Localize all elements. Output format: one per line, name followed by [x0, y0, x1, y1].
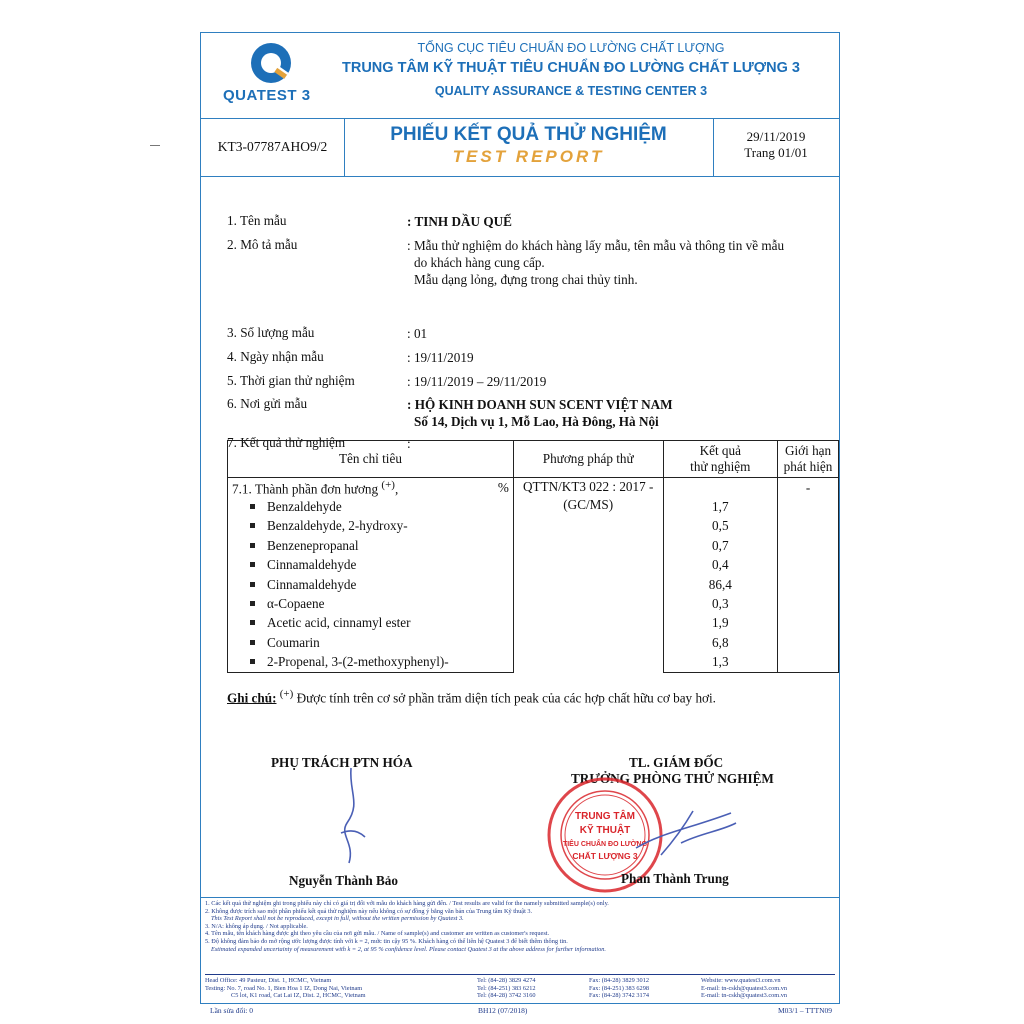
right-signatory-name: Phan Thành Trung: [621, 871, 729, 886]
note-text: Được tính trên cơ sở phần trăm diện tích peak của các hợp chất hữu cơ bay hơi.: [293, 690, 716, 706]
org-line-1: TỔNG CỤC TIÊU CHUẨN ĐO LƯỜNG CHẤT LƯỢNG: [417, 41, 725, 55]
info-label: 1. Tên mẫu: [227, 213, 287, 228]
seal-line-1: TRUNG TÂM: [575, 811, 635, 822]
bullet-icon: [250, 543, 255, 548]
report-header: [201, 33, 839, 119]
note-section: [227, 688, 716, 706]
address-column: [205, 977, 366, 1000]
limit-cell: [778, 517, 839, 536]
header-limit-line2: phát hiện: [783, 459, 833, 474]
footer-note-3: 3. N/A: không áp dụng. / Not applicable.: [205, 922, 308, 930]
bullet-icon: [250, 523, 255, 528]
testing-address-1: Testing: No. 7, road No. 1, Bien Hoa 1 IZ, Dong Nai, Vietnam: [205, 984, 363, 992]
info-value: : TINH DẦU QUẾ: [407, 214, 512, 229]
fax-2: Fax: (84-251) 383 6298: [589, 984, 649, 992]
bullet-icon: [250, 640, 255, 645]
seal-line-2: KỸ THUẬT: [579, 825, 631, 836]
result-value: 6,8: [663, 633, 778, 652]
testing-address-2: C5 lot, K1 road, Cat Lai IZ, Dist. 2, HCMC, Vietnam: [231, 992, 366, 1000]
result-value: 0,4: [663, 556, 778, 575]
header-limit: [778, 441, 839, 478]
result-value: 0,7: [663, 536, 778, 555]
seal-line-3: TIÊU CHUẨN ĐO LƯỜNG: [562, 841, 648, 848]
result-value: 1,9: [663, 614, 778, 633]
compound-name: Benzaldehyde: [267, 499, 342, 515]
quatest-logo-icon: [245, 41, 297, 91]
compound-cell: [228, 497, 514, 516]
compound-cell: [228, 653, 514, 673]
compound-cell: [228, 594, 514, 613]
group-suffix: ,: [394, 480, 399, 496]
group-result-cell: [663, 478, 778, 498]
document-form-code: M03/1 – TTTN09: [777, 1006, 832, 1015]
seal-line-4: CHẤT LƯỢNG 3: [572, 851, 638, 861]
result-value: 0,3: [663, 594, 778, 613]
limit-cell: [778, 653, 839, 673]
bullet-icon: [250, 582, 255, 587]
info-value: [407, 237, 827, 288]
header-result-line2: thử nghiệm: [690, 459, 751, 474]
form-code: BH12 (07/2018): [478, 1006, 528, 1015]
group-superscript: (+): [381, 478, 395, 491]
bullet-icon: [250, 562, 255, 567]
description-line-1: : Mẫu thử nghiệm do khách hàng lấy mẫu, tên mẫu và thông tin về mẫu: [407, 238, 785, 253]
bullet-icon: [250, 659, 255, 664]
limit-cell: [778, 594, 839, 613]
left-signature: [321, 763, 381, 873]
right-signatory-title-1: TL. GIÁM ĐỐC: [629, 755, 724, 770]
logo-text: QUATEST 3: [223, 87, 311, 104]
limit-cell: [778, 497, 839, 516]
compound-cell: [228, 575, 514, 594]
date-page-cell: [713, 118, 839, 176]
tel-3: Tel: (84-28) 3742 3160: [477, 992, 536, 1000]
group-label-cell: [228, 478, 514, 498]
info-label: 6. Nơi gửi mẫu: [227, 396, 308, 411]
header-limit-line1: Giới hạn: [784, 443, 832, 458]
table-row-group: [228, 478, 839, 498]
left-signatory-title: PHỤ TRÁCH PTN HÓA: [271, 755, 413, 770]
title-english: TEST REPORT: [452, 147, 605, 166]
info-value: : 01: [407, 326, 428, 341]
header-result-line1: Kết quả: [699, 443, 741, 458]
group-label: 7.1. Thành phần đơn hương: [232, 480, 379, 496]
compound-cell: [228, 614, 514, 633]
group-limit-cell: -: [778, 478, 839, 498]
limit-cell: [778, 575, 839, 594]
method-line-1: QTTN/KT3 022 : 2017 -: [522, 479, 654, 494]
header-result: [663, 441, 778, 478]
info-label: 7. Kết quả thử nghiệm: [227, 435, 346, 450]
result-value: 86,4: [663, 575, 778, 594]
bullet-icon: [250, 601, 255, 606]
tel-column: [477, 977, 536, 1000]
footer-notes: [205, 900, 835, 953]
result-value: 1,7: [663, 497, 778, 516]
result-value: 0,5: [663, 517, 778, 536]
info-value: :: [407, 436, 411, 451]
compound-name: α-Copaene: [267, 596, 325, 612]
tel-2: Tel: (84-251) 383 6212: [477, 984, 536, 992]
info-label: 3. Số lượng mẫu: [227, 325, 315, 340]
head-office-address: Head Office: 49 Pasteur, Dist. 1, HCMC, Vietnam: [205, 977, 332, 984]
group-unit: %: [497, 480, 509, 495]
footer-note-2: 2. Không được trích sao một phần phiếu kết quả thử nghiệm này nếu không có sự đồng ý bằng văn bản của Trung tâm Kỹ thuật 3.: [205, 907, 533, 915]
result-value: 1,3: [663, 653, 778, 673]
header-method: Phương pháp thử: [513, 441, 663, 478]
method-cell: [513, 478, 663, 673]
org-line-3: QUALITY ASSURANCE & TESTING CENTER 3: [434, 84, 708, 98]
info-value: [407, 396, 827, 430]
results-body: [228, 478, 839, 673]
compound-name: Acetic acid, cinnamyl ester: [267, 615, 411, 631]
right-signatory-title-2: TRƯỞNG PHÒNG THỬ NGHIỆM: [571, 771, 774, 786]
title-vietnamese: PHIẾU KẾT QUẢ THỬ NGHIỆM: [390, 124, 667, 145]
document-code: KT3-07787AHO9/2: [201, 118, 345, 176]
quatest-logo: [223, 41, 323, 113]
compound-name: 2-Propenal, 3-(2-methoxyphenyl)-: [267, 654, 449, 670]
info-label: 4. Ngày nhận mẫu: [227, 349, 324, 364]
note-heading: Ghi chú:: [227, 690, 277, 706]
info-value: : 19/11/2019: [407, 350, 474, 365]
email-link-2[interactable]: E-mail: tn-cskh@quatest3.com.vn: [701, 992, 788, 1000]
table-header-row: [228, 441, 839, 478]
right-signature: [631, 803, 741, 863]
fax-column: [589, 977, 649, 1000]
org-line-2: TRUNG TÂM KỸ THUẬT TIÊU CHUẨN ĐO LƯỜNG CHẤT LƯỢNG 3: [342, 60, 800, 76]
fax-1: Fax: (84-28) 3829 3012: [589, 977, 649, 984]
info-label: 2. Mô tả mẫu: [227, 237, 298, 252]
footer-note-1: 1. Các kết quả thử nghiệm ghi trong phiếu này chỉ có giá trị đối với mẫu do khách hàng gửi đến. / Test results are valid for the namely submitted sample(s) only.: [205, 900, 609, 907]
left-signatory-name: Nguyễn Thành Bảo: [289, 873, 398, 888]
method-line-2: (GC/MS): [563, 497, 614, 512]
tel-1: Tel: (84-28) 3829 4274: [477, 977, 536, 984]
compound-name: Benzenepropanal: [267, 537, 359, 553]
header-criterion: Tên chỉ tiêu: [228, 441, 514, 478]
margin-tick: [150, 145, 160, 146]
compound-name: Cinnamaldehyde: [267, 557, 357, 573]
sender-address: Số 14, Dịch vụ 1, Mỗ Lao, Hà Đông, Hà Nội: [414, 414, 659, 429]
footer-note-5-en: Estimated expanded uncertainty of measurement with k = 2, at 95 % confidence level. Please contact Quatest 3 at the above address for further information.: [211, 945, 606, 953]
limit-cell: [778, 633, 839, 652]
title-band: [201, 118, 839, 177]
footer-note-5: 5. Độ không đảm bảo đo mở rộng ước lượng được tính với k = 2, mức tin cậy 95 %. Khách hàng có thể liên hệ Quatest 3 để biết thêm thông tin.: [205, 937, 568, 945]
test-report-sheet: [200, 32, 840, 1004]
compound-cell: [228, 556, 514, 575]
report-date: 29/11/2019: [746, 129, 806, 144]
limit-cell: [778, 614, 839, 633]
edition-number: Lần sửa đổi: 0: [210, 1006, 254, 1015]
info-value: : 19/11/2019 – 29/11/2019: [407, 374, 547, 389]
description-line-3: Mẫu dạng lỏng, đựng trong chai thủy tinh.: [414, 272, 638, 287]
compound-cell: [228, 517, 514, 536]
compound-cell: [228, 536, 514, 555]
report-footer: [201, 897, 839, 1004]
page-number: Trang 01/01: [744, 145, 808, 160]
bullet-icon: [250, 504, 255, 509]
fax-3: Fax: (84-28) 3742 3174: [589, 992, 649, 1000]
description-line-2: do khách hàng cung cấp.: [414, 255, 545, 270]
footer-note-2-en: This Test Report shall not be reproduced, except in full, without the written permission by Quatest 3.: [211, 915, 464, 923]
limit-cell: [778, 556, 839, 575]
limit-cell: [778, 536, 839, 555]
footer-contacts: [205, 974, 835, 1001]
compound-name: Coumarin: [267, 634, 320, 650]
info-label: 5. Thời gian thử nghiệm: [227, 373, 355, 388]
report-title: [344, 118, 714, 176]
compound-name: Benzaldehyde, 2-hydroxy-: [267, 518, 408, 534]
results-table: [227, 440, 839, 673]
compound-name: Cinnamaldehyde: [267, 576, 357, 592]
website-link[interactable]: Website: www.quatest3.com.vn: [701, 977, 781, 984]
sender-name: : HỘ KINH DOANH SUN SCENT VIỆT NAM: [407, 397, 673, 412]
web-column: [701, 977, 787, 1000]
bullet-icon: [250, 620, 255, 625]
compound-cell: [228, 633, 514, 652]
note-superscript: (+): [279, 688, 294, 700]
footer-note-4: 4. Tên mẫu, tên khách hàng được ghi theo yêu cầu của nơi gửi mẫu. / Name of sample(s) and customer are written as customer's request.: [205, 930, 550, 938]
email-link-1[interactable]: E-mail: tn-cskh@quatest3.com.vn: [701, 984, 788, 992]
